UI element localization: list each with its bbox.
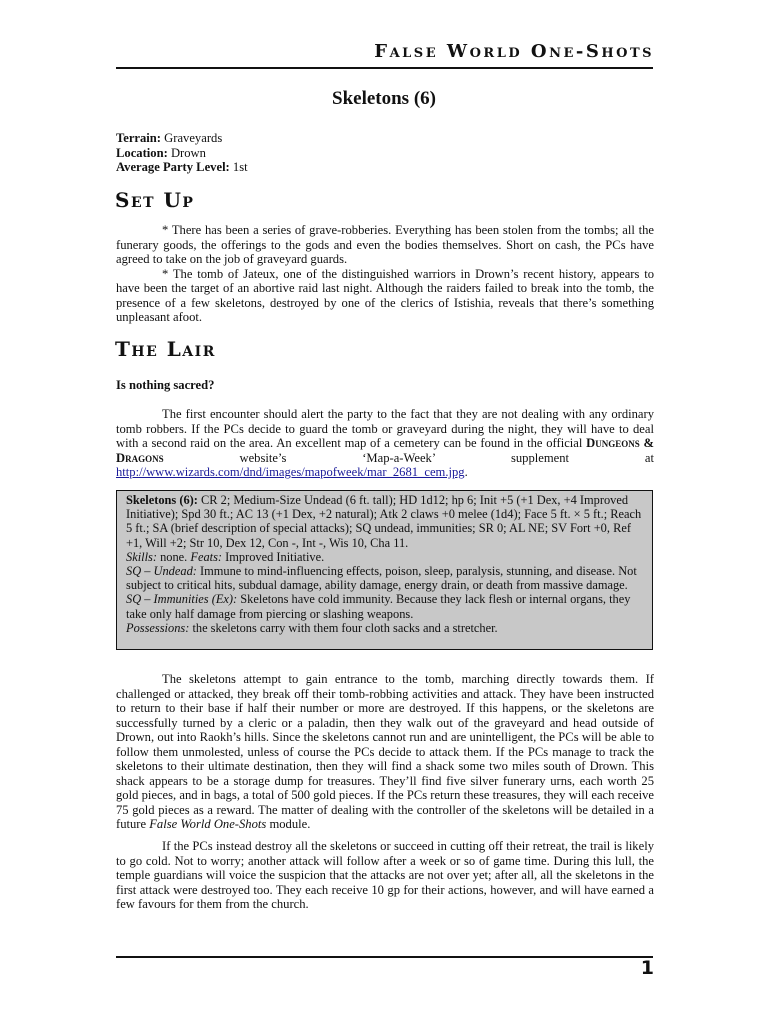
possessions-label: Possessions: [126, 620, 190, 635]
body-paragraph-1 [116, 672, 654, 832]
body-text-b: module. [266, 817, 311, 831]
map-link[interactable]: http://www.wizards.com/dnd/images/mapofweek/mar_2681_cem.jpg [116, 465, 465, 479]
lair-text-a: The first encounter should alert the party to the fact that they are not dealing with any ordinary tomb robbers. If the PCs decide to guard the tomb or graveyard during the night, they will have to deal with a second raid on the area. An excellent map of a cemetery can be found in the official [116, 407, 654, 450]
terrain-value: Graveyards [164, 131, 223, 145]
lair-intro [116, 407, 654, 480]
feats-label: Feats: [190, 549, 223, 564]
undead-text: Immune to mind-influencing effects, poison, sleep, paralysis, stunning, and disease. Not subject to critical hits, subdual damage, ability damage, energy drain, or death from massive damage. [126, 564, 637, 593]
terrain-label: Terrain: [116, 131, 162, 145]
skills-feats-line [126, 550, 643, 564]
body-text-a: The skeletons attempt to gain entrance to the tomb, marching directly towards them. If challenged or attacked, they break off their tomb-robbing activities and attack. They have been instructed to return to their base if half their number or more are destroyed. If this happens, or the skeletons are successfully turned by a cleric or a paladin, then they walk out of the graveyard and head outside of Drown, out into Raokh’s hills. Since the skeletons cannot run and are unintelligent, the PCs will be able to follow them unmolested, unless of course the PCs decide to attack them. If the PCs manage to track the skeletons to their ultimate destination, then they will find a shack some two miles south of Drown. This shack appears to be a storage dump for treasures. They’ll find five silver funerary urns, each worth 25 gold pieces, and in bags, a total of 500 gold pieces. If the PCs return these treasures, they will each receive 75 gold pieces as a reward. The matter of dealing with the controller of the skeletons will be detailed in a future [116, 672, 654, 831]
footer-rule [116, 956, 653, 958]
undead-quality [126, 564, 643, 592]
setup-paragraph-1: * There has been a series of grave-robberies. Everything has been stolen from the tombs; all the funerary goods, the offerings to the gods and even the bodies themselves. Short on cash, the PCs have agreed to take on the job of graveyard guards. [116, 223, 654, 266]
module-title: False World One-Shots [149, 817, 267, 831]
feats-value: Improved Initiative. [222, 549, 325, 564]
terrain-line [116, 131, 248, 146]
setup-heading: Set Up [115, 188, 195, 212]
party-level-line [116, 160, 248, 175]
lair-paragraph [116, 407, 654, 480]
stat-block-main [126, 493, 643, 550]
undead-label: SQ – Undead: [126, 564, 197, 579]
body-paragraph-2: If the PCs instead destroy all the skeletons or succeed in cutting off their retreat, the trail is likely to go cold. Not to worry; another attack will follow after a week or so of game time. During this lull, the temple guardians will voice the suspicion that the attacks are not over yet; after all, all the skeletons in the first attack were destroyed too. They each receive 10 gp for their actions, however, and will have earned a few favours for them from the church. [116, 839, 654, 911]
document-title: Skeletons (6) [332, 88, 436, 109]
running-header-title: False World One-Shots [374, 41, 654, 62]
creature-name: Skeletons (6): [126, 493, 198, 507]
page-number: 1 [640, 957, 654, 979]
body-paragraph-1-wrap [116, 672, 654, 832]
setup-paragraph-2: * The tomb of Jateux, one of the distinguished warriors in Drown’s recent history, appears to have been the target of an abortive raid last night. Although the raiders failed to break into the tomb, the presence of a few skeletons, destroyed by one of the clerics of Istishia, reveals that there’s something unpleasant afoot. [116, 266, 654, 324]
lair-section [116, 378, 654, 393]
lair-subheading: Is nothing sacred? [116, 378, 215, 392]
encounter-meta [116, 131, 248, 175]
possessions-text: the skeletons carry with them four cloth sacks and a stretcher. [189, 620, 498, 635]
skills-value: none. [156, 549, 191, 564]
immunities-quality [126, 592, 643, 620]
lair-text-c: . [464, 465, 468, 479]
immunities-text: Skeletons have cold immunity. Because they lack flesh or internal organs, they take only half damage from piercing or slashing weapons. [126, 592, 631, 621]
lair-text-b: website’s ‘Map-a-Week’ supplement at [163, 450, 654, 465]
creature-stats: CR 2; Medium-Size Undead (6 ft. tall); HD 1d12; hp 6; Init +5 (+1 Dex, +4 Improved Initiative); Spd 30 ft.; AC 13 (+1 Dex, +2 natural); Atk 2 claws +0 melee (1d4); Face 5 ft. × 5 ft.; Reach 5 ft.; SA (brief description of special attacks); SQ undead, immunities; SR 0; AL NE; SV Fort +0, Ref +1, Will +2; Str 10, Dex 12, Con -, Int -, Wis 10, Cha 11. [126, 493, 642, 550]
immunities-label: SQ – Immunities (Ex): [126, 592, 238, 607]
party-level-label: Average Party Level: [116, 160, 230, 174]
header-rule [116, 67, 653, 69]
party-level-value: 1st [232, 160, 248, 174]
location-value: Drown [170, 145, 206, 160]
brand-name: Dungeons & Dragons [116, 436, 654, 465]
lair-heading: The Lair [115, 337, 216, 361]
possessions-line [126, 621, 643, 635]
location-label: Location: [116, 145, 168, 160]
stat-block [116, 490, 653, 650]
body-paragraph-2-wrap [116, 839, 654, 912]
setup-section [116, 223, 654, 325]
location-line [116, 146, 248, 161]
skills-label: Skills: [126, 549, 157, 564]
